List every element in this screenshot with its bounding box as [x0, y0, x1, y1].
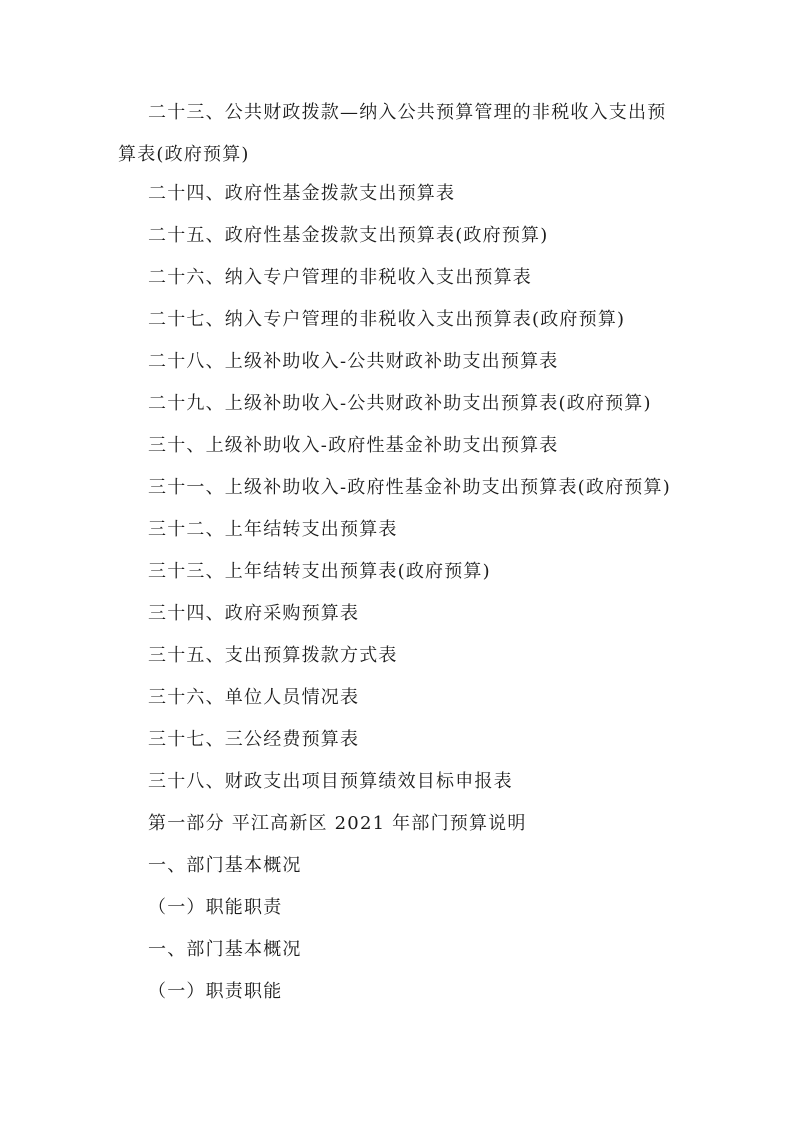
list-item-38: 三十八、财政支出项目预算绩效目标申报表 — [148, 771, 513, 792]
section-heading-part-one: 第一部分 平江高新区 2021 年部门预算说明 — [148, 813, 527, 834]
list-item-35: 三十五、支出预算拨款方式表 — [148, 645, 398, 666]
list-item-37: 三十七、三公经费预算表 — [148, 729, 360, 750]
paragraph-item-23: 二十三、公共财政拨款—纳入公共预算管理的非税收入支出预算表(政府预算) — [118, 102, 667, 165]
list-item-25: 二十五、政府性基金拨款支出预算表(政府预算) — [148, 225, 549, 246]
list-item-31: 三十一、上级补助收入-政府性基金补助支出预算表(政府预算) — [148, 477, 671, 498]
list-item-24: 二十四、政府性基金拨款支出预算表 — [148, 183, 456, 204]
list-item-36: 三十六、单位人员情况表 — [148, 687, 360, 708]
subheading-duties-repeat: （一）职责职能 — [148, 981, 283, 1002]
list-item-34: 三十四、政府采购预算表 — [148, 603, 360, 624]
heading-department-overview: 一、部门基本概况 — [148, 855, 302, 876]
list-item-26: 二十六、纳入专户管理的非税收入支出预算表 — [148, 267, 532, 288]
list-item-32: 三十二、上年结转支出预算表 — [148, 519, 398, 540]
list-item-27: 二十七、纳入专户管理的非税收入支出预算表(政府预算) — [148, 309, 626, 330]
list-item-29: 二十九、上级补助收入-公共财政补助支出预算表(政府预算) — [148, 393, 652, 414]
heading-department-overview-repeat: 一、部门基本概况 — [148, 939, 302, 960]
subheading-duties: （一）职能职责 — [148, 897, 283, 918]
list-item-28: 二十八、上级补助收入-公共财政补助支出预算表 — [148, 351, 559, 372]
list-item-33: 三十三、上年结转支出预算表(政府预算) — [148, 561, 491, 582]
list-item-30: 三十、上级补助收入-政府性基金补助支出预算表 — [148, 435, 559, 456]
